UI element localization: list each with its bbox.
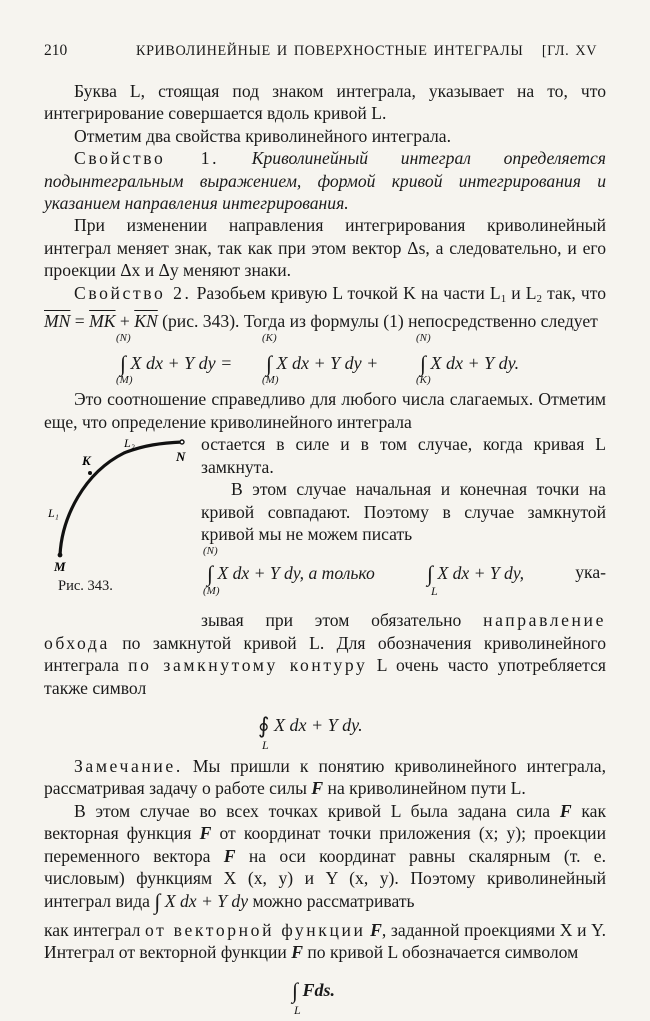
property-1-label: Свойство 1. — [74, 148, 220, 169]
property-1-text: Криволинейный интеграл определяется подынтегральным выражением, формой кривой интегрирования и указанием направления интегрирования. — [44, 148, 606, 214]
equation-closed-contour: (N) (M) L ∫ X dx + Y dy, а только ∫ X dx + Y dy, ука- — [203, 545, 606, 599]
figure-label-k: K — [82, 453, 91, 469]
property-2-label: Свойство 2. — [74, 282, 192, 303]
arc-kn: $\overline{KN}$ — [134, 311, 158, 332]
page-number: 210 — [44, 42, 68, 59]
paragraph-7-continued: зывая при этом обязательно направление обхода по замкнутой кривой L. Для обозначения криволинейного интеграла по замкнутому контуру L очень часто употребляется также символ — [44, 610, 606, 698]
running-header — [44, 40, 606, 60]
figure-side-text — [201, 433, 606, 597]
arc-mk: $\overline{MK}$ — [89, 311, 116, 332]
remark: Замечание. Мы пришли к понятию криволинейного интеграла, рассматривая задачу о работе силы F на криволинейном пути L. — [44, 755, 606, 799]
running-title: КРИВОЛИНЕЙНЫЕ И ПОВЕРХНОСТНЫЕ ИНТЕГРАЛЫ [ГЛ. XV — [136, 43, 598, 59]
paragraph-1: Буква L, стоящая под знаком интеграла, указывает на то, что интегрирование совершается вдоль кривой L. — [44, 81, 606, 124]
figure-label-m: M — [54, 559, 66, 575]
paragraph-2: Отметим два свойства криволинейного интеграла. — [74, 125, 452, 146]
remark-label: Замечание. — [74, 755, 183, 776]
paragraph-4: При изменении направления интегрирования криволинейный интеграл меняет знак, так как при этом вектор Δs, а следовательно, и его проекции Δx и Δy меняют знаки. — [44, 215, 606, 281]
figure-label-l2: L₂ — [124, 436, 135, 451]
paragraph-6: Это соотношение справедливо для любого числа слагаемых. Отметим еще, что определение криволинейного интеграла — [44, 389, 606, 432]
paragraph-10: как интеграл от векторной функции F, заданной проекциями X и Y. Интеграл от векторной функции F по кривой L обозначается символом — [44, 919, 607, 963]
figure-label-n: N — [176, 449, 186, 465]
chapter-label: [ГЛ. XV — [541, 43, 598, 59]
figure-block — [44, 433, 606, 613]
property-2: Свойство 2. Разобьем кривую L точкой K на части $L_1$ и $L_2$ так, что $\overline{MN} = \overline{MK} + \overline{KN}$ (рис. 343). Тогда из формулы (1) непосредственно следует — [44, 282, 606, 332]
figure-label-l1: L₁ — [48, 506, 59, 521]
figure-caption: Рис. 343. — [58, 578, 113, 595]
paragraph-7: В этом случае начальная и конечная точки на кривой совпадают. Поэтому в случае замкнутой кривой мы не можем писать — [201, 479, 606, 544]
equation-vector-integral: ∫ Fds. L — [292, 977, 336, 1017]
arc-mn: $\overline{MN}$ — [44, 311, 71, 332]
paragraph-9: В этом случае во всех точках кривой L была задана сила F как векторная функция F от координат точки приложения (x; y); проекции переменного вектора F на оси координат равны скалярным (т. е. числовым) функциям X (x, y) и Y (x, y). Поэтому криволинейный интеграл вида ∫ X dx + Y dy можно рассматривать — [44, 800, 606, 915]
figure-343 — [44, 433, 194, 583]
paragraph-6b: остается в силе и в том случае, когда кривая L замкнута. — [201, 434, 606, 477]
property-1 — [44, 147, 606, 214]
equation-additivity: (N) (M) (K) (M) (N) (K) ∫ X dx + Y dy = ∫ X dx + Y dy + ∫ X dx + Y dy. — [116, 332, 520, 387]
equation-contour-symbol: ∮ X dx + Y dy. L — [258, 712, 363, 752]
page-body — [44, 80, 606, 1020]
